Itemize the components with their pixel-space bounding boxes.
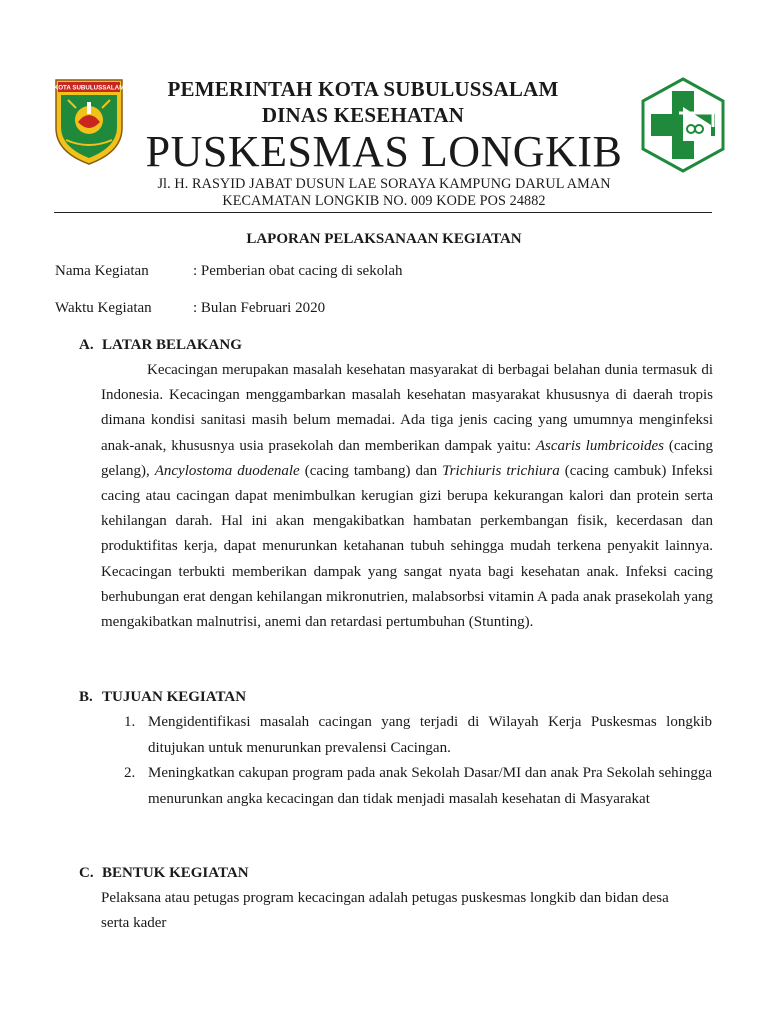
emblem-text: KOTA SUBULUSSALAM [53, 84, 125, 92]
section-c-paragraph: Pelaksana atau petugas program kecacingan adalah petugas puskesmas longkib dan bidan desa serta kader [101, 890, 669, 932]
objective-text: Mengidentifikasi masalah cacingan yang terjadi di Wilayah Kerja Puskesmas longkib ditujukan untuk menurunkan prevalensi Cacingan. [148, 714, 712, 756]
paragraph-text: Kecacingan merupakan masalah kesehatan masyarakat di berbagai belahan dunia termasuk di Indonesia. Kecacingan menggambarkan masalah kesehatan masyarakat khususnya di daerah tropis dimana kondisi sanitasi masih belum memadai. Ada tiga jenis cacing yang umumnya menginfeksi anak-anak, khususnya usia prasekolah dan memberikan dampak yaitu: [101, 362, 713, 454]
species-name: Ancylostoma duodenale [154, 462, 300, 479]
paragraph-text: (cacing cambuk) Infeksi cacing atau cacingan dapat menimbulkan kerugian gizi berupa kekurangan kalori dan protein serta kehilangan darah. Hal ini akan mengakibatkan hambatan perkembangan fisik, kecerdasan dan produktifitas kerja, dapat menurunkan ketahanan tubuh sehingga mudah terkena penyakit lainnya. Kecacingan terbukti memberikan dampak yang sangat nyata bagi kesehatan anak. Infeksi cacing berhubungan erat dengan kehilangan mikronutrien, malabsorbsi vitamin A pada anak prasekolah yang mengakibatkan malnutrisi, anemi dan retardasi pertumbuhan (Stunting). [101, 462, 713, 631]
objective-number: 1. [124, 714, 136, 730]
puskesmas-logo-icon [639, 77, 727, 173]
paragraph-text: (cacing tambang) dan [299, 462, 443, 479]
section-b-title: TUJUAN KEGIATAN [102, 689, 247, 705]
section-a-heading [79, 337, 242, 354]
species-name: Ascaris lumbricoides [535, 437, 665, 454]
section-a-paragraph [101, 358, 713, 635]
letterhead-divider [54, 212, 712, 213]
objective-text: Meningkatkan cakupan program pada anak Sekolah Dasar/MI dan anak Pra Sekolah sehingga menurunkan angka kecacingan dan tidak menjadi masalah kesehatan di Masyarakat [148, 765, 712, 807]
section-a-letter: A. [79, 337, 94, 353]
field-value-activity-time: : Bulan Februari 2020 [193, 300, 326, 316]
section-a-title: LATAR BELAKANG [102, 337, 242, 353]
section-c-letter: C. [79, 865, 94, 881]
report-title: LAPORAN PELAKSANAAN KEGIATAN [246, 231, 522, 247]
letterhead-government: PEMERINTAH KOTA SUBULUSSALAM [167, 77, 559, 101]
letterhead-address-line-1: Jl. H. RASYID JABAT DUSUN LAE SORAYA KAMPUNG DARUL AMAN [157, 176, 611, 192]
section-b-letter: B. [79, 689, 93, 705]
field-value-activity-name: : Pemberian obat cacing di sekolah [193, 263, 403, 279]
section-c-heading [79, 865, 249, 882]
letterhead-address-line-2: KECAMATAN LONGKIB NO. 009 KODE POS 24882 [222, 193, 546, 209]
letterhead-puskesmas-name: PUSKESMAS LONGKIB [145, 127, 623, 176]
paragraph-text: (cacing gelang), [101, 437, 713, 479]
section-c-title: BENTUK KEGIATAN [102, 865, 249, 881]
species-name: Trichiuris trichiura [442, 462, 560, 479]
field-label-activity-time: Waktu Kegiatan [55, 300, 152, 316]
letterhead-department: DINAS KESEHATAN [261, 103, 465, 127]
field-label-activity-name: Nama Kegiatan [55, 263, 149, 279]
section-b-heading [79, 689, 246, 706]
objective-number: 2. [124, 765, 136, 781]
